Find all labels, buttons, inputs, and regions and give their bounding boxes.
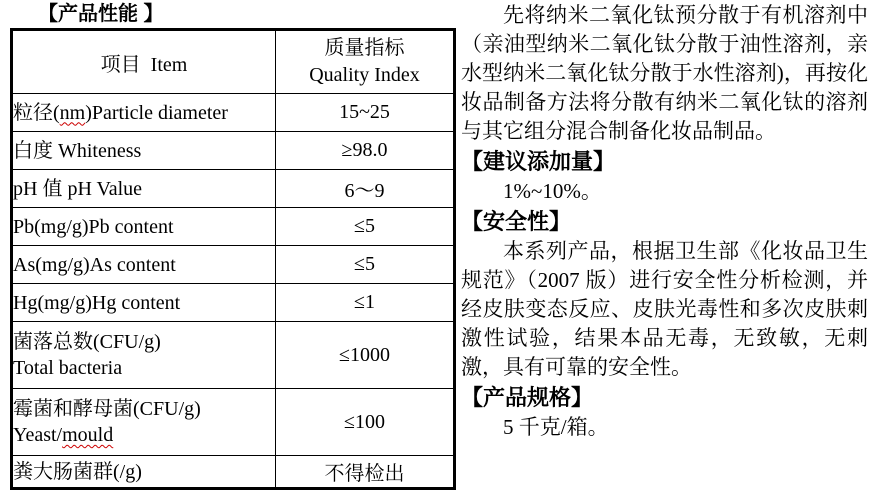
quality-index-line1: 质量指标 (324, 37, 405, 59)
table-row (12, 170, 455, 208)
spellcheck-underline: nm (59, 101, 86, 124)
heading-product-spec: 【产品规格】 (461, 385, 594, 410)
value-cell: ≤1000 (276, 322, 455, 389)
heading-recommended-dosage: 【建议添加量】 (461, 149, 616, 174)
table-row (12, 389, 455, 456)
table-row (12, 246, 455, 284)
heading-safety: 【安全性】 (461, 209, 572, 234)
spellcheck-underline: mould (62, 424, 114, 446)
column-header-item: 项目 Item (12, 30, 276, 94)
value-cell: 15~25 (276, 94, 455, 132)
product-performance-section (10, 2, 454, 490)
quality-index-line2: Quality Index (309, 64, 420, 86)
item-cell: 白度 Whiteness (12, 132, 276, 170)
section-title-product-performance: 【产品性能 】 (38, 3, 164, 25)
table-row (12, 456, 455, 489)
item-cell: 粪大肠菌群(/g) (12, 456, 276, 489)
item-cell: 霉菌和酵母菌(CFU/g) Yeast/mould (12, 389, 276, 456)
item-cell: 粒径(nm)Particle diameter (12, 94, 276, 132)
value-cell: 不得检出 (276, 456, 455, 489)
value-cell: ≤100 (276, 389, 455, 456)
item-cell: Hg(mg/g)Hg content (12, 284, 276, 322)
spec-value: 5 千克/箱。 (503, 415, 609, 439)
value-cell: ≥98.0 (276, 132, 455, 170)
table-row (12, 322, 455, 389)
value-cell: 6～9 (276, 170, 455, 208)
column-header-quality-index (276, 30, 455, 94)
item-cell: 菌落总数(CFU/g) Total bacteria (12, 322, 276, 389)
table-row (12, 284, 455, 322)
dosage-value: 1%~10%。 (503, 179, 602, 203)
right-text-column (461, 1, 868, 442)
table-row (12, 208, 455, 246)
table-header-row (12, 30, 455, 94)
value-cell: ≤5 (276, 246, 455, 284)
item-cell: pH 值 pH Value (12, 170, 276, 208)
table-row (12, 132, 455, 170)
usage-paragraph: 先将纳米二氧化钛预分散于有机溶剂中（亲油型纳米二氧化钛分散于油性溶剂，亲水型纳米二氧化钛分散于水性溶剂)，再按化妆品制备方法将分散有纳米二氧化钛的溶剂与其它组分混合制备化妆品制品。 (461, 3, 868, 143)
safety-paragraph: 本系列产品，根据卫生部《化妆品卫生规范》（2007 版）进行安全性分析检测，并经皮肤变态反应、皮肤光毒性和多次皮肤刺激性试验，结果本品无毒，无致敏，无刺激，具有可靠的安全性。 (461, 239, 868, 379)
value-cell: ≤1 (276, 284, 455, 322)
item-cell: As(mg/g)As content (12, 246, 276, 284)
value-cell: ≤5 (276, 208, 455, 246)
item-cell: Pb(mg/g)Pb content (12, 208, 276, 246)
product-performance-table (10, 28, 456, 490)
table-row (12, 94, 455, 132)
